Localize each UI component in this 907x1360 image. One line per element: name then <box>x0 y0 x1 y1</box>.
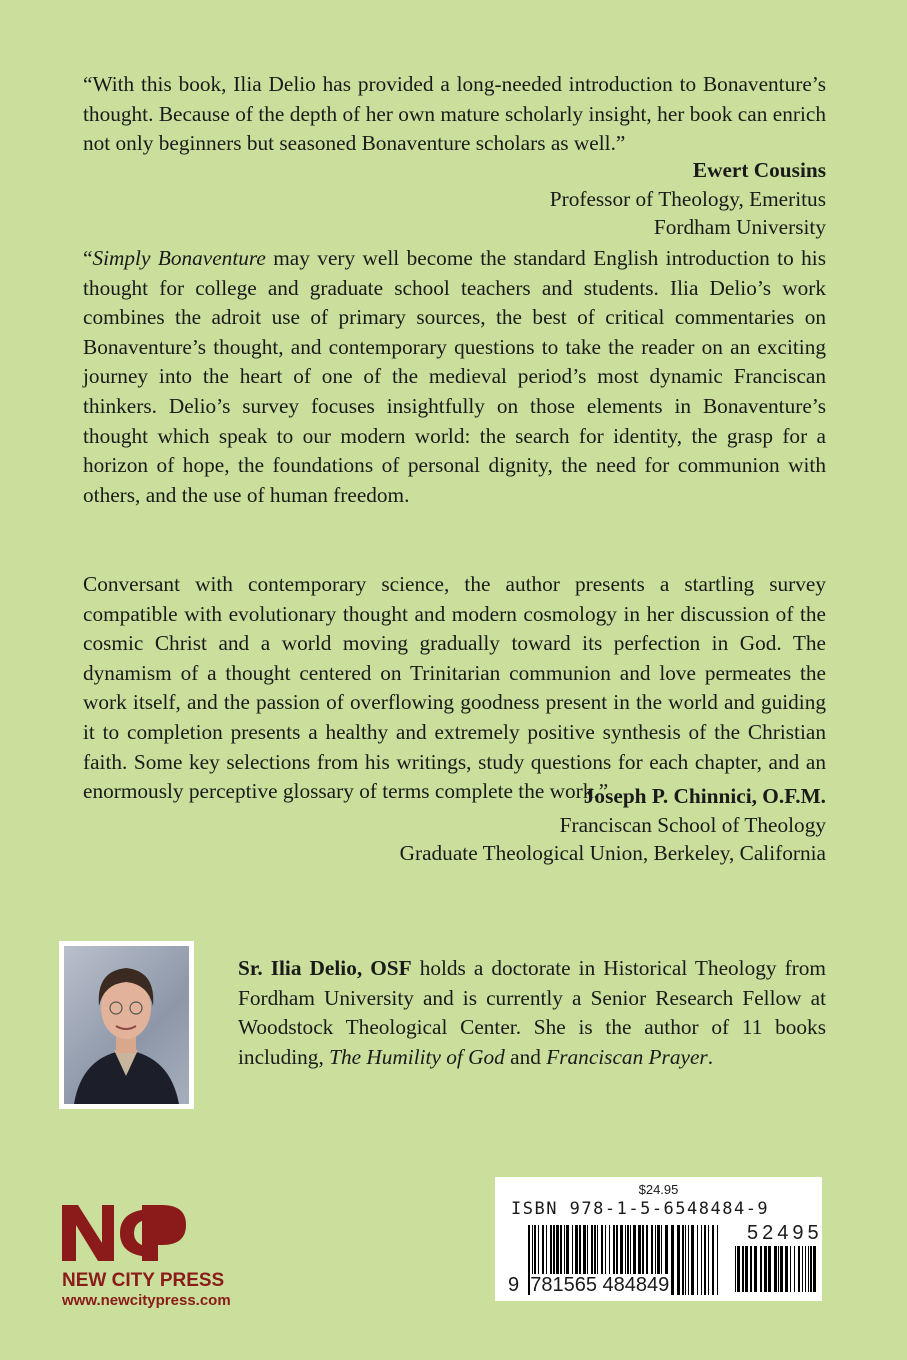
barcode-bar <box>701 1225 702 1295</box>
barcode-bar <box>810 1246 812 1292</box>
barcode-bar <box>760 1246 762 1292</box>
attribution-affiliation: Fordham University <box>653 215 826 239</box>
barcode-bar <box>735 1246 736 1292</box>
ncp-logo-icon <box>62 1203 187 1263</box>
book-title: Franciscan Prayer <box>546 1044 708 1069</box>
ean-number <box>508 1274 669 1297</box>
attribution-chinnici <box>400 782 826 868</box>
ean-digits: 781565 484849 <box>530 1274 670 1296</box>
barcode-bar <box>688 1225 689 1295</box>
attribution-name: Ewert Cousins <box>692 158 826 182</box>
barcode-bar <box>780 1246 783 1292</box>
publisher-url: www.newcitypress.com <box>62 1292 231 1309</box>
barcode-addon-bars <box>735 1246 817 1292</box>
attribution-affiliation: Graduate Theological Union, Berkeley, California <box>399 841 826 865</box>
quote-cousins <box>83 70 826 159</box>
attribution-name: Joseph P. Chinnici, O.F.M. <box>583 784 826 808</box>
author-portrait-icon <box>64 946 189 1104</box>
barcode-bar <box>798 1246 800 1292</box>
quote-mark: “ <box>83 246 93 270</box>
barcode-bar <box>754 1246 757 1292</box>
barcode-bar <box>768 1246 771 1292</box>
quote-text: may very well become the standard English introduction to his thought for college and graduate school teachers and students. Ilia Delio’s work combines the adroit use of primary sources, the best of critical commentaries on Bonaventure’s thought, and contemporary questions to take the reader on an exciting journey into the heart of one of the medieval period’s most dynamic Franciscan thinkers. Delio’s survey focuses insightfully on those elements in Bonaventure’s thought which speak to our modern world: the search for identity, the grasp for a horizon of hope, the foundations of personal dignity, the need for communion with others, and the use of human freedom. <box>83 246 826 507</box>
barcode-bar <box>750 1246 752 1292</box>
barcode-bar <box>682 1225 684 1295</box>
barcode-bar <box>737 1246 740 1292</box>
bio-text: holds a doctorate in Historical Theology from Fordham University and is currently a Senior Research Fellow at Woodstock Theological Center. She is the author of 11 books including, <box>238 956 826 1069</box>
quote-chinnici-continued <box>83 570 826 807</box>
barcode-bar <box>671 1225 674 1295</box>
price: $24.95 <box>638 1182 679 1197</box>
quote-text: “With this book, Ilia Delio has provided a long-needed introduction to Bonaventure’s thought. Because of the depth of her own mature scholarly insight, her book can enrich not only beginners but seasoned Bonaventure scholars as well.” <box>83 72 826 156</box>
barcode-bar <box>717 1225 718 1295</box>
barcode-bar <box>808 1246 809 1292</box>
barcode-bar <box>774 1246 777 1292</box>
barcode-bar <box>813 1246 816 1292</box>
barcode-bar <box>790 1246 791 1292</box>
barcode-bar <box>794 1246 795 1292</box>
author-bio <box>238 954 826 1072</box>
book-title: The Humility of God <box>329 1044 505 1069</box>
bio-text: and <box>504 1044 547 1069</box>
barcode-addon-number: 52495 <box>747 1222 823 1244</box>
isbn-text: ISBN 978-1-5-6548484-9 <box>511 1199 770 1219</box>
quote-chinnici <box>83 244 826 510</box>
barcode-bar <box>704 1225 706 1295</box>
barcode-bar <box>677 1225 680 1295</box>
barcode-bar <box>712 1225 714 1295</box>
publisher-logo <box>62 1203 231 1309</box>
barcode-bar <box>764 1246 767 1292</box>
attribution-cousins <box>550 156 826 242</box>
barcode-bar <box>742 1246 744 1292</box>
barcode-bar <box>802 1246 803 1292</box>
book-title: Simply Bonaventure <box>92 246 266 270</box>
barcode-bar <box>778 1246 779 1292</box>
author-name: Sr. Ilia Delio, OSF <box>238 956 412 980</box>
publisher-name: NEW CITY PRESS <box>62 1270 225 1291</box>
barcode-bar <box>805 1246 806 1292</box>
barcode-bar <box>685 1225 686 1295</box>
barcode-bar <box>785 1246 788 1292</box>
attribution-role: Professor of Theology, Emeritus <box>549 186 826 211</box>
bio-text: . <box>707 1044 714 1069</box>
isbn-barcode <box>495 1177 822 1301</box>
barcode-bar <box>697 1225 698 1295</box>
ean-first-digit: 9 <box>508 1274 520 1296</box>
attribution-role: Franciscan School of Theology <box>559 812 826 837</box>
barcode-bar <box>691 1225 694 1295</box>
barcode-bar <box>745 1246 748 1292</box>
barcode-bar <box>708 1225 709 1295</box>
author-photo <box>59 941 194 1109</box>
quote-text: Conversant with contemporary science, the author presents a startling survey compatible with evolutionary thought and modern cosmology in her discussion of the cosmic Christ and a world moving gradually toward its perfection in God. The dynamism of a thought centered on Trinitarian communion and love permeates the work itself, and the passion of overflowing goodness present in the world and guiding it to completion presents a healthy and extremely positive synthesis of the Christian faith. Some key selections from his writings, study questions for each chapter, and an enormously perceptive glossary of terms complete the work.” <box>83 572 826 804</box>
